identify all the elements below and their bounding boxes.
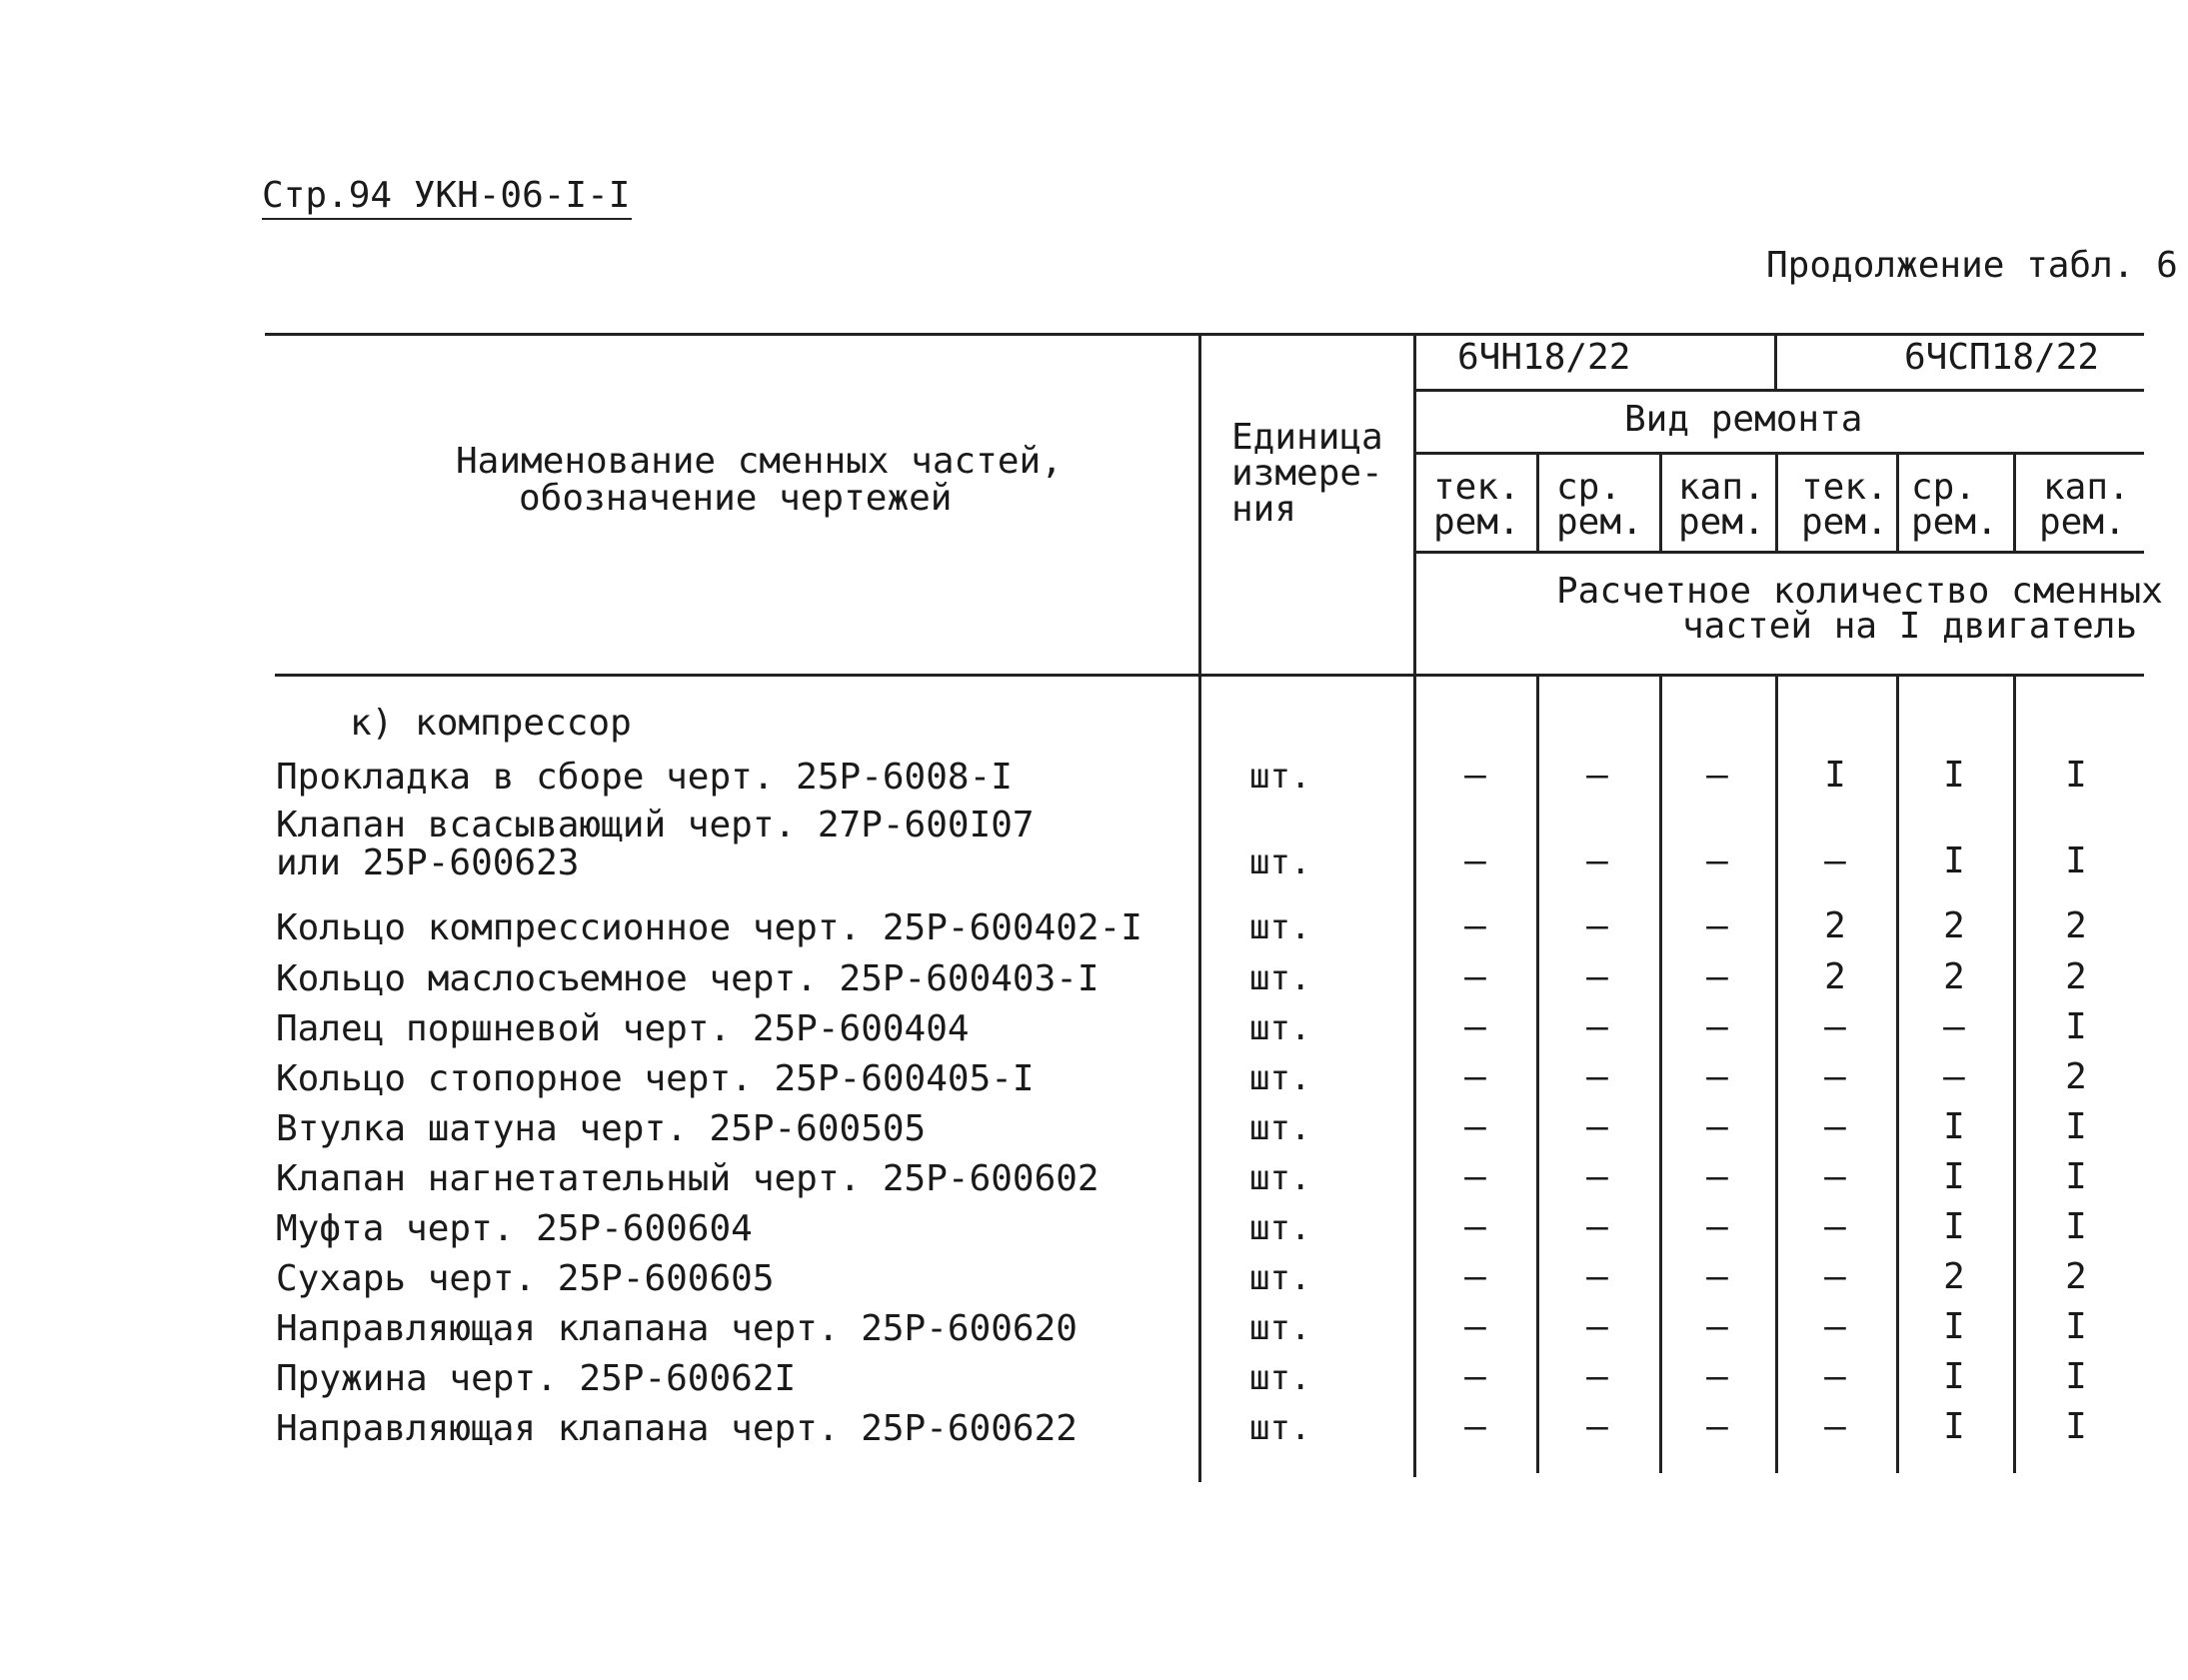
unit-column-header-line-1: Единица bbox=[1231, 417, 1383, 458]
quantity-cell: I bbox=[1943, 1106, 1965, 1147]
unit-cell: шт. bbox=[1249, 1208, 1311, 1248]
quantity-cell: – bbox=[1464, 1406, 1486, 1447]
body-col-divider-3 bbox=[1775, 674, 1778, 1473]
quantity-cell: I bbox=[2065, 755, 2087, 796]
engine-6chsp-header: 6ЧСП18/22 bbox=[1904, 337, 2100, 378]
quantity-cell: – bbox=[1706, 1106, 1728, 1147]
quantity-cell: – bbox=[1586, 905, 1608, 946]
quantity-cell: 2 bbox=[2065, 956, 2087, 997]
quantity-cell: I bbox=[1943, 1156, 1965, 1197]
repair-col-4-line-2: рем. bbox=[1801, 502, 1888, 543]
part-name: или 25Р-600623 bbox=[276, 842, 580, 883]
col-divider-2 bbox=[1659, 452, 1662, 552]
unit-cell: шт. bbox=[1249, 1408, 1311, 1448]
repair-col-5-line-2: рем. bbox=[1911, 502, 1998, 543]
part-name: Втулка шатуна черт. 25Р-600505 bbox=[276, 1108, 927, 1149]
part-name: Палец поршневой черт. 25Р-600404 bbox=[276, 1008, 970, 1049]
unit-cell: шт. bbox=[1249, 757, 1311, 797]
col-divider-name-unit bbox=[1198, 333, 1201, 1482]
quantity-note-line-2: частей на I двигатель bbox=[1682, 606, 2138, 647]
quantity-cell: I bbox=[1943, 1356, 1965, 1397]
quantity-cell: – bbox=[1586, 840, 1608, 881]
col-divider-5 bbox=[2013, 452, 2016, 552]
repair-col-2-line-1: ср. bbox=[1556, 467, 1622, 508]
unit-cell: шт. bbox=[1249, 1008, 1311, 1048]
table-continuation-label: Продолжение табл. 6 bbox=[1766, 245, 2178, 286]
part-name: Пружина черт. 25Р-60062I bbox=[276, 1358, 797, 1399]
quantity-cell: – bbox=[1586, 1106, 1608, 1147]
part-name: Клапан нагнетательный черт. 25Р-600602 bbox=[276, 1158, 1099, 1199]
quantity-cell: I bbox=[1943, 840, 1965, 881]
col-divider-3 bbox=[1775, 452, 1778, 552]
page-reference: Стр.94 УКН-06-I-I bbox=[262, 175, 631, 216]
quantity-cell: – bbox=[1464, 905, 1486, 946]
quantity-cell: – bbox=[1706, 840, 1728, 881]
repair-col-6-line-1: кап. bbox=[2043, 467, 2130, 508]
quantity-cell: – bbox=[1586, 755, 1608, 796]
body-col-divider-1 bbox=[1536, 674, 1539, 1473]
quantity-cell: – bbox=[1824, 1406, 1846, 1447]
quantity-cell: – bbox=[1586, 1006, 1608, 1047]
quantity-cell: 2 bbox=[1824, 956, 1846, 997]
quantity-cell: – bbox=[1464, 1206, 1486, 1247]
quantity-cell: – bbox=[1586, 1306, 1608, 1347]
quantity-cell: – bbox=[1586, 1406, 1608, 1447]
quantity-cell: – bbox=[1464, 956, 1486, 997]
repair-cols-rule bbox=[1414, 551, 2144, 554]
quantity-cell: – bbox=[1464, 1356, 1486, 1397]
quantity-cell: – bbox=[1824, 1306, 1846, 1347]
engine-divider bbox=[1774, 333, 1777, 389]
repair-type-rule bbox=[1414, 452, 2144, 455]
quantity-note-line-1: Расчетное количество сменных bbox=[1556, 571, 2163, 612]
repair-col-2-line-2: рем. bbox=[1556, 502, 1643, 543]
part-name: Кольцо компрессионное черт. 25Р-600402-I bbox=[276, 907, 1142, 948]
col-divider-1 bbox=[1536, 452, 1539, 552]
quantity-cell: – bbox=[1824, 1256, 1846, 1297]
repair-col-5-line-1: ср. bbox=[1911, 467, 1977, 508]
repair-col-3-line-1: кап. bbox=[1678, 467, 1765, 508]
unit-cell: шт. bbox=[1249, 1108, 1311, 1148]
quantity-cell: I bbox=[1943, 1306, 1965, 1347]
quantity-cell: 2 bbox=[2065, 1256, 2087, 1297]
unit-cell: шт. bbox=[1249, 1308, 1311, 1348]
engine-row-rule bbox=[1414, 389, 2144, 392]
quantity-cell: I bbox=[1943, 1406, 1965, 1447]
quantity-cell: 2 bbox=[2065, 1056, 2087, 1097]
quantity-cell: – bbox=[1586, 1356, 1608, 1397]
quantity-cell: – bbox=[1586, 956, 1608, 997]
part-name: Сухарь черт. 25Р-600605 bbox=[276, 1258, 775, 1299]
quantity-cell: – bbox=[1464, 1256, 1486, 1297]
part-name: Клапан всасывающий черт. 27Р-600I07 bbox=[276, 805, 1035, 845]
quantity-cell: – bbox=[1824, 1206, 1846, 1247]
quantity-cell: – bbox=[1706, 1256, 1728, 1297]
part-name: Направляющая клапана черт. 25Р-600620 bbox=[276, 1308, 1078, 1349]
quantity-cell: 2 bbox=[1943, 905, 1965, 946]
quantity-cell: – bbox=[1824, 1106, 1846, 1147]
quantity-cell: I bbox=[2065, 1206, 2087, 1247]
quantity-cell: 2 bbox=[1943, 1256, 1965, 1297]
name-column-header-line-2: обозначение чертежей bbox=[519, 478, 953, 519]
quantity-cell: – bbox=[1464, 1106, 1486, 1147]
quantity-cell: – bbox=[1824, 1156, 1846, 1197]
head-bottom-rule bbox=[275, 674, 2144, 677]
quantity-cell: – bbox=[1706, 956, 1728, 997]
col-divider-4 bbox=[1896, 452, 1899, 552]
quantity-cell: – bbox=[1943, 1056, 1965, 1097]
quantity-cell: – bbox=[1586, 1256, 1608, 1297]
quantity-cell: – bbox=[1706, 1056, 1728, 1097]
quantity-cell: 2 bbox=[1943, 956, 1965, 997]
quantity-cell: I bbox=[2065, 1406, 2087, 1447]
section-title: к) компрессор bbox=[350, 703, 632, 744]
body-col-divider-2 bbox=[1659, 674, 1662, 1473]
quantity-cell: – bbox=[1586, 1156, 1608, 1197]
quantity-cell: – bbox=[1943, 1006, 1965, 1047]
quantity-cell: – bbox=[1706, 755, 1728, 796]
unit-cell: шт. bbox=[1249, 842, 1311, 882]
page-reference-underline bbox=[262, 218, 632, 220]
quantity-cell: I bbox=[1943, 755, 1965, 796]
quantity-cell: – bbox=[1464, 1156, 1486, 1197]
quantity-cell: I bbox=[2065, 840, 2087, 881]
repair-col-1-line-2: рем. bbox=[1433, 502, 1520, 543]
quantity-cell: – bbox=[1706, 1006, 1728, 1047]
quantity-cell: – bbox=[1824, 840, 1846, 881]
quantity-cell: I bbox=[1824, 755, 1846, 796]
body-col-divider-5 bbox=[2013, 674, 2016, 1473]
quantity-cell: I bbox=[2065, 1106, 2087, 1147]
engine-6chn-header: 6ЧН18/22 bbox=[1457, 337, 1631, 378]
repair-col-1-line-1: тек. bbox=[1433, 467, 1520, 508]
unit-cell: шт. bbox=[1249, 958, 1311, 998]
name-column-header-line-1: Наименование сменных частей, bbox=[456, 441, 1063, 482]
unit-cell: шт. bbox=[1249, 1258, 1311, 1298]
quantity-cell: I bbox=[2065, 1006, 2087, 1047]
quantity-cell: 2 bbox=[1824, 905, 1846, 946]
quantity-cell: – bbox=[1464, 1306, 1486, 1347]
quantity-cell: I bbox=[2065, 1356, 2087, 1397]
unit-cell: шт. bbox=[1249, 907, 1311, 947]
quantity-cell: – bbox=[1706, 1206, 1728, 1247]
part-name: Муфта черт. 25Р-600604 bbox=[276, 1208, 753, 1249]
quantity-cell: – bbox=[1824, 1356, 1846, 1397]
quantity-cell: – bbox=[1464, 755, 1486, 796]
quantity-cell: – bbox=[1464, 1006, 1486, 1047]
quantity-cell: – bbox=[1586, 1206, 1608, 1247]
part-name: Направляющая клапана черт. 25Р-600622 bbox=[276, 1408, 1078, 1449]
unit-column-header-line-2: измере- bbox=[1231, 453, 1383, 494]
quantity-cell: I bbox=[2065, 1306, 2087, 1347]
quantity-cell: – bbox=[1706, 1156, 1728, 1197]
unit-column-header-line-3: ния bbox=[1231, 489, 1297, 530]
table-top-rule bbox=[265, 333, 2144, 336]
repair-col-3-line-2: рем. bbox=[1678, 502, 1765, 543]
repair-col-6-line-2: рем. bbox=[2039, 502, 2126, 543]
quantity-cell: – bbox=[1706, 1356, 1728, 1397]
quantity-cell: – bbox=[1464, 1056, 1486, 1097]
col-divider-unit-values bbox=[1413, 333, 1416, 1477]
quantity-cell: I bbox=[1943, 1206, 1965, 1247]
unit-cell: шт. bbox=[1249, 1358, 1311, 1398]
quantity-cell: 2 bbox=[2065, 905, 2087, 946]
quantity-cell: – bbox=[1706, 1406, 1728, 1447]
part-name: Кольцо стопорное черт. 25Р-600405-I bbox=[276, 1058, 1035, 1099]
quantity-cell: I bbox=[2065, 1156, 2087, 1197]
quantity-cell: – bbox=[1706, 1306, 1728, 1347]
unit-cell: шт. bbox=[1249, 1058, 1311, 1098]
quantity-cell: – bbox=[1706, 905, 1728, 946]
part-name: Прокладка в сборе черт. 25Р-6008-I bbox=[276, 757, 1013, 798]
part-name: Кольцо маслосъемное черт. 25Р-600403-I bbox=[276, 958, 1099, 999]
body-col-divider-4 bbox=[1896, 674, 1899, 1473]
quantity-cell: – bbox=[1824, 1006, 1846, 1047]
quantity-cell: – bbox=[1464, 840, 1486, 881]
quantity-cell: – bbox=[1824, 1056, 1846, 1097]
unit-cell: шт. bbox=[1249, 1158, 1311, 1198]
repair-col-4-line-1: тек. bbox=[1801, 467, 1888, 508]
quantity-cell: – bbox=[1586, 1056, 1608, 1097]
repair-type-header: Вид ремонта bbox=[1624, 399, 1863, 440]
